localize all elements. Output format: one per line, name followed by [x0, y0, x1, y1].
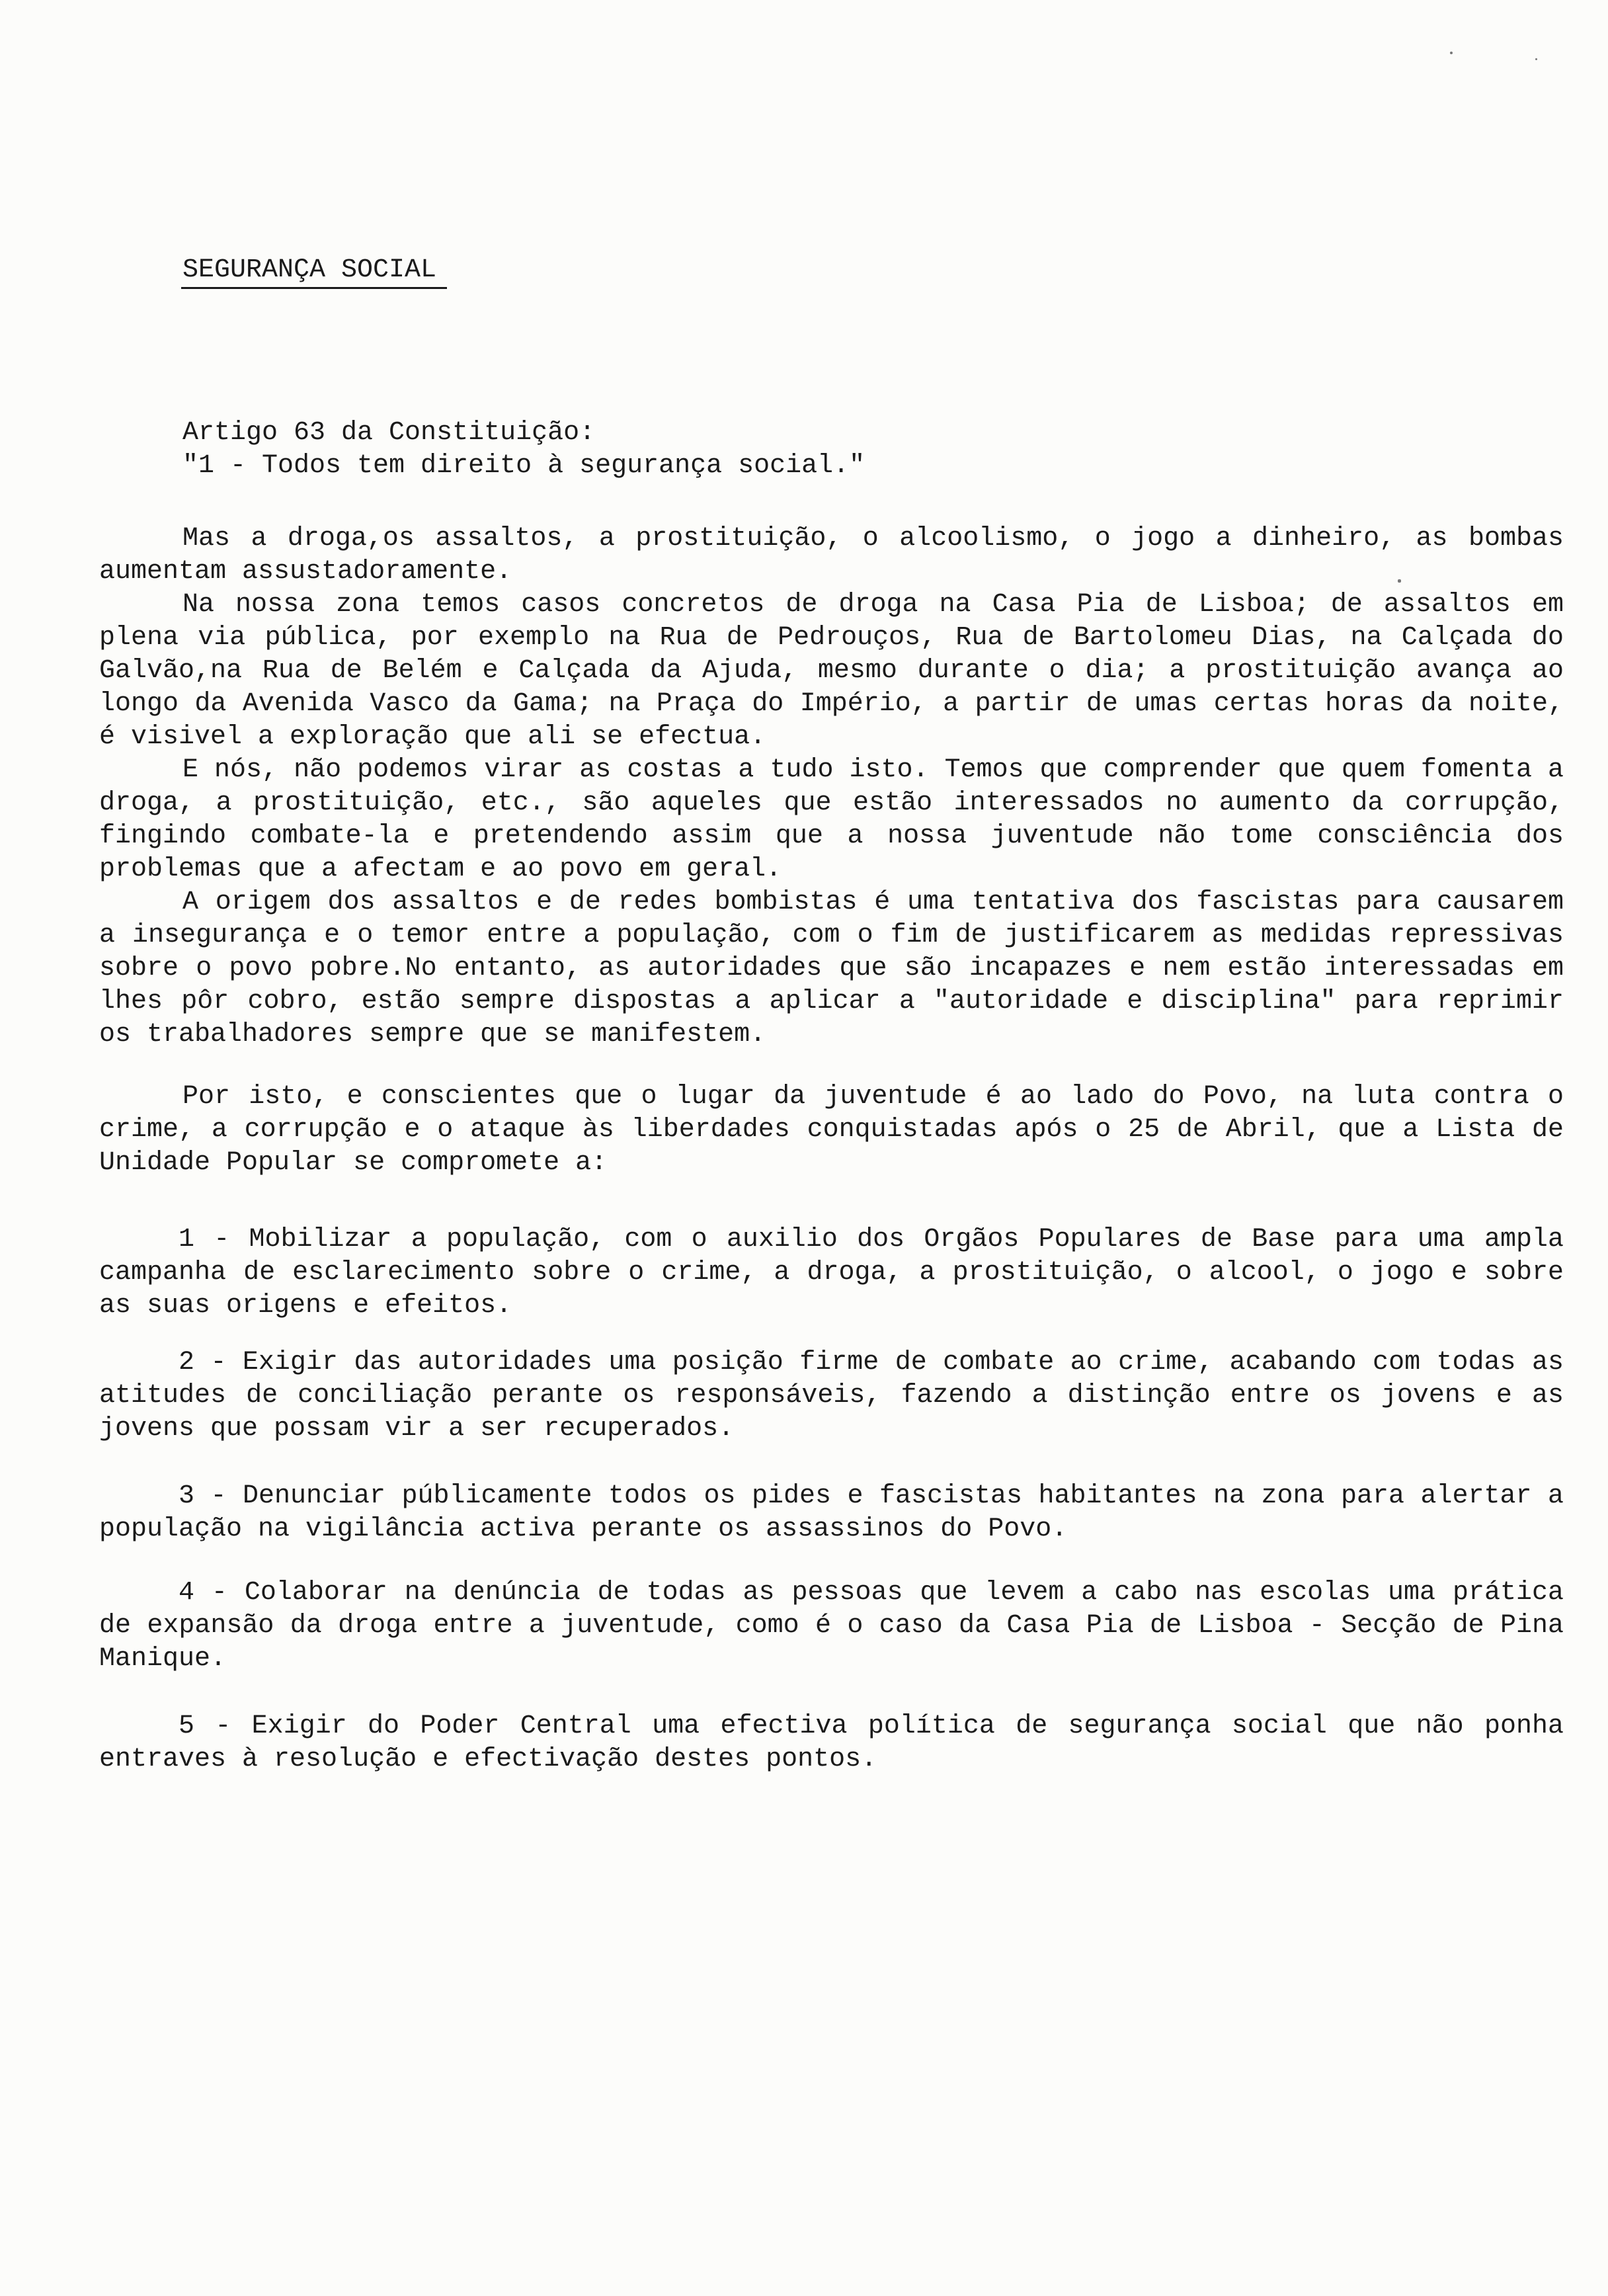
intro-paragraph: Na nossa zona temos casos concretos de droga na Casa Pia de Lisboa; de assaltos em plena via pública, por exemplo na Rua de Pedrouços, Rua de Bartolomeu Dias, na Calçada do Galvão,na Rua de Belém e Calçada da Ajuda, mesmo durante o dia; a prostituição avança ao longo da Avenida Vasco da Gama; na Praça do Império, a partir de umas certas horas da noite, é visivel a exploração que ali se efectua. — [99, 590, 1564, 752]
commitment-item-2 — [99, 1346, 1564, 1446]
list-item: 2 - Exigir das autoridades uma posição firme de combate ao crime, acabando com todas as atitudes de conciliação perante os responsáveis, fazendo a distinção entre os jovens e as jovens que possam vir a ser recuperados. — [99, 1348, 1564, 1444]
commitment-item-3 — [99, 1480, 1564, 1546]
scan-speck — [1535, 58, 1537, 60]
list-item: 5 - Exigir do Poder Central uma efectiva política de segurança social que não ponha entraves à resolução e efectivação destes pontos. — [99, 1711, 1564, 1774]
list-item: 3 - Denunciar públicamente todos os pides e fascistas habitantes na zona para alertar a população na vigilância activa perante os assassinos do Povo. — [99, 1481, 1564, 1544]
commitment-paragraph: Por isto, e conscientes que o lugar da juventude é ao lado do Povo, na luta contra o crime, a corrupção e o ataque às liberdades conquistadas após o 25 de Abril, que a Lista de Unidade Popular se compromete a: — [99, 1082, 1564, 1178]
scan-speck — [1398, 579, 1401, 583]
list-item: 4 - Colaborar na denúncia de todas as pessoas que levem a cabo nas escolas uma prática de expansão da droga entre a juventude, como é o caso da Casa Pia de Lisboa - Secção de Pina Manique. — [99, 1578, 1564, 1674]
intro-section — [99, 522, 1564, 1051]
intro-paragraph: E nós, não podemos virar as costas a tudo isto. Temos que comprender que quem fomenta a droga, a prostituição, etc., são aqueles que estão interessados no aumento da corrupção, fingindo combate-la e pretendendo assim que a nossa juventude não tome consciência dos problemas que a afectam e ao povo em geral. — [99, 755, 1564, 884]
commitment-item-5 — [99, 1710, 1564, 1776]
article-line: Artigo 63 da Constituição: — [182, 418, 596, 448]
scan-speck — [1450, 52, 1453, 54]
title-underline — [181, 287, 447, 289]
intro-paragraph: Mas a droga,os assaltos, a prostituição, o alcoolismo, o jogo a dinheiro, as bombas aumentam assustadoramente. — [99, 524, 1564, 587]
article-quote: "1 - Todos tem direito à segurança social." — [182, 451, 865, 481]
constitution-reference — [182, 417, 865, 483]
commitment-item-4 — [99, 1577, 1564, 1676]
commitment-item-1 — [99, 1223, 1564, 1323]
intro-paragraph: A origem dos assaltos e de redes bombistas é uma tentativa dos fascistas para causarem a insegurança e o temor entre a população, com o fim de justificarem as medidas repressivas sobre o povo pobre.No entanto, as autoridades que são incapazes e nem estão interessadas em lhes pôr cobro, estão sempre dispostas a aplicar a "autoridade e disciplina" para reprimir os trabalhadores sempre que se manifestem. — [99, 887, 1564, 1049]
list-item: 1 - Mobilizar a população, com o auxilio dos Orgãos Populares de Base para uma ampla campanha de esclarecimento sobre o crime, a droga, a prostituição, o alcool, o jogo e sobre as suas origens e efeitos. — [99, 1225, 1564, 1321]
commitment-section — [99, 1081, 1564, 1180]
document-title: SEGURANÇA SOCIAL — [182, 255, 437, 285]
